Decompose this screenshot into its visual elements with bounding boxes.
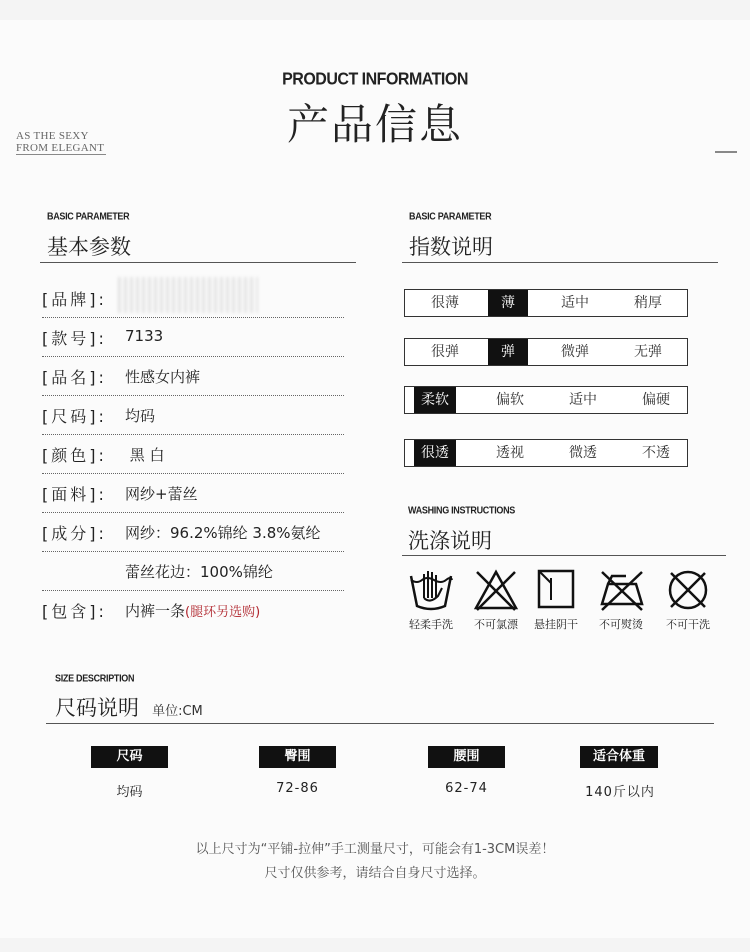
param-value: 性感女内裤 — [125, 368, 201, 386]
scale-option-selected: 很透 — [414, 440, 456, 466]
param-key: [包含]: — [42, 602, 107, 621]
scale-option: 无弹 — [634, 344, 662, 360]
no-iron-icon — [596, 568, 646, 612]
param-row-size — [42, 396, 344, 435]
param-key: [尺码]: — [42, 407, 107, 426]
washing-section-en: WASHING INSTRUCTIONS — [408, 504, 516, 516]
tagline-divider — [16, 154, 106, 155]
hand-wash-icon — [408, 568, 454, 612]
param-key: [品牌]: — [42, 290, 107, 309]
scale-option: 不透 — [642, 445, 670, 461]
wash-item-hand — [396, 568, 466, 632]
scale-option-selected: 弹 — [488, 339, 528, 365]
wash-label: 不可氯漂 — [474, 618, 518, 631]
param-row-composition — [42, 513, 344, 552]
wash-item-no-iron — [586, 568, 656, 632]
softness-scale — [404, 386, 688, 414]
param-key: [颜色]: — [42, 446, 107, 465]
wash-item-hang-dry — [521, 568, 591, 632]
scale-option-selected: 柔软 — [414, 387, 456, 413]
no-tumble-dry-icon — [665, 568, 711, 612]
param-key: [成分]: — [42, 524, 107, 543]
size-section-title — [55, 692, 203, 722]
title-cn: 产品信息 — [286, 100, 463, 149]
size-section-rule — [46, 723, 714, 724]
includes-note: (腿环另选购) — [185, 605, 261, 620]
param-key: [面料]: — [42, 485, 107, 504]
scale-option-selected: 薄 — [488, 290, 528, 316]
index-section-rule — [402, 262, 718, 263]
index-section-cn: 指数说明 — [409, 235, 493, 259]
basic-section-en: BASIC PARAMETER — [47, 210, 130, 222]
param-value: 7133 — [125, 327, 164, 345]
param-row-name — [42, 357, 344, 396]
scale-option: 很弹 — [431, 344, 459, 360]
waist-col-value: 62-74 — [445, 781, 488, 796]
wash-label: 不可熨烫 — [599, 618, 643, 631]
size-section-cn: 尺码说明 — [55, 696, 139, 720]
washing-section-cn: 洗涤说明 — [408, 529, 492, 553]
thickness-scale — [404, 289, 688, 317]
scale-option: 透视 — [496, 445, 524, 461]
param-value: 黑 白 — [125, 446, 165, 464]
param-value: 均码 — [125, 407, 156, 425]
weight-col-value: 140斤以内 — [585, 785, 655, 800]
size-col-label: 尺码 — [91, 746, 168, 768]
waist-col-label: 腰围 — [428, 746, 505, 768]
size-unit: 单位:CM — [152, 704, 203, 719]
param-row-composition-lace — [42, 552, 344, 591]
basic-section-rule — [40, 262, 356, 263]
param-row-color — [42, 435, 344, 474]
no-bleach-icon — [473, 568, 519, 612]
wash-label: 悬挂阴干 — [534, 618, 578, 631]
hip-col-label: 臀围 — [259, 746, 336, 768]
param-key: [品名]: — [42, 368, 107, 387]
scale-option: 偏硬 — [642, 392, 670, 408]
scale-option: 偏软 — [496, 392, 524, 408]
washing-section-rule — [402, 555, 726, 556]
weight-col-label: 适合体重 — [580, 746, 658, 768]
size-col-value: 均码 — [116, 785, 143, 800]
param-row-includes — [42, 591, 344, 629]
wash-item-no-dry — [653, 568, 723, 632]
index-section-en: BASIC PARAMETER — [409, 210, 492, 222]
scale-option: 适中 — [569, 392, 597, 408]
scale-option: 微弹 — [561, 344, 589, 360]
wash-label: 不可干洗 — [666, 618, 710, 631]
param-value: 蕾丝花边：100%锦纶 — [125, 563, 273, 581]
tagline — [16, 130, 104, 154]
tagline-line-2: FROM ELEGANT — [16, 142, 105, 154]
param-value: 网纱：96.2%锦纶 3.8%氨纶 — [125, 524, 321, 542]
size-section-en: SIZE DESCRIPTION — [55, 672, 135, 684]
title-en: PRODUCT INFORMATION — [282, 70, 468, 89]
transparency-scale — [404, 439, 688, 467]
brand-logo-blurred — [118, 277, 258, 313]
tagline-line-1: AS THE SEXY — [16, 130, 89, 142]
hip-col-value: 72-86 — [276, 781, 319, 796]
param-row-style — [42, 318, 344, 357]
includes-value: 内裤一条 — [125, 602, 186, 620]
param-key: [款号]: — [42, 329, 107, 348]
elasticity-scale — [404, 338, 688, 366]
scale-option: 微透 — [569, 445, 597, 461]
header-divider — [715, 151, 737, 153]
measurement-note: 以上尺寸为“平铺-拉伸”手工测量尺寸，可能会有1-3CM误差！ — [195, 842, 555, 857]
param-value — [125, 600, 260, 621]
wash-label: 轻柔手洗 — [409, 618, 453, 631]
param-row-brand — [42, 279, 344, 318]
basic-section-cn: 基本参数 — [47, 235, 131, 259]
param-value: 网纱+蕾丝 — [125, 485, 198, 503]
scale-option: 很薄 — [431, 295, 459, 311]
hang-dry-shade-icon — [533, 568, 579, 612]
param-row-fabric — [42, 474, 344, 513]
scale-option: 适中 — [561, 295, 589, 311]
scale-option: 稍厚 — [634, 295, 662, 311]
reference-note: 尺寸仅供参考，请结合自身尺寸选择。 — [264, 866, 486, 881]
